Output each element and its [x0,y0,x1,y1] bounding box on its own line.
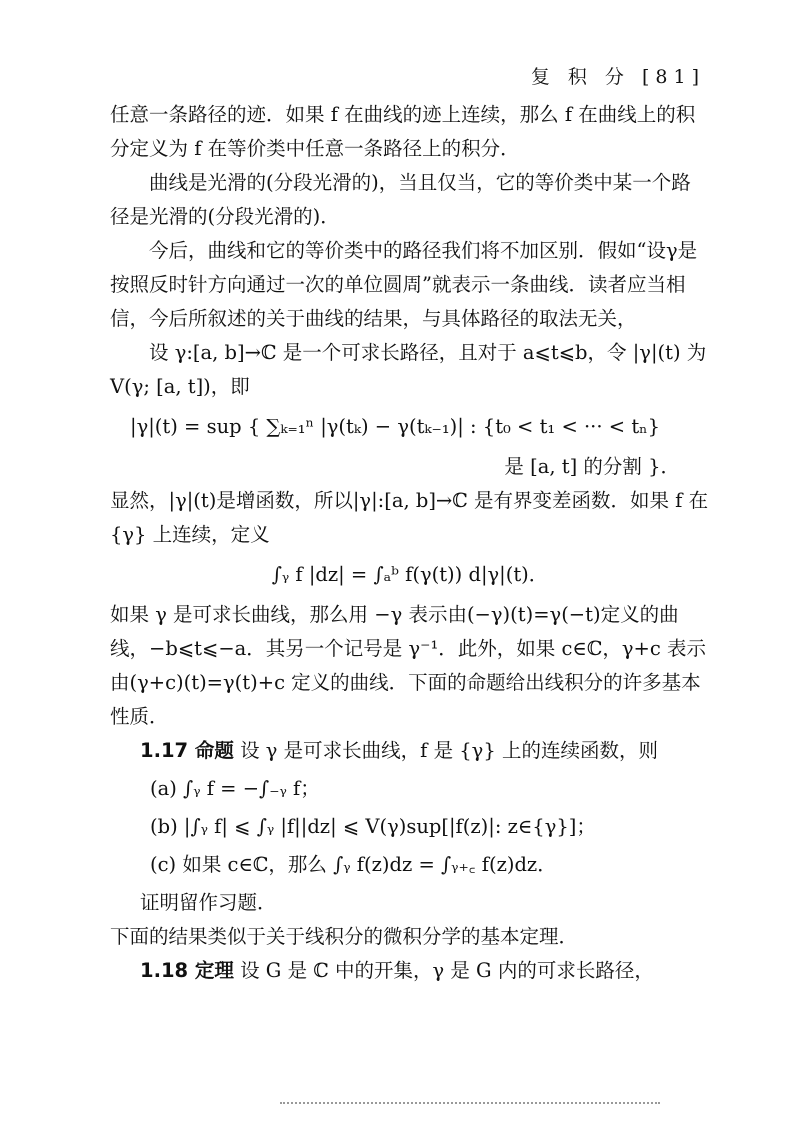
formula-line-integral: ∫ᵧ f |dz| = ∫ₐᵇ f(γ(t)) d|γ|(t)． [271,563,549,586]
proposition-item-c: (c) 如果 c∈ℂ，那么 ∫ᵧ f(z)dz = ∫ᵧ₊꜀ f(z)dz． [150,853,557,876]
theorem-label: 1.18 定理 [140,959,234,982]
paragraph-6: 如果 γ 是可求长曲线，那么用 −γ 表示由(−γ)(t)=γ(−t)定义的曲线，−b⩽t⩽−a．其另一个记号是 γ⁻¹．此外，如果 c∈ℂ，γ+c 表示由(γ+c)(t)=γ(t)+c 定义的曲线．下面的命题给出线积分的许多基本性质． [110,603,706,728]
page-number: [81] [641,66,705,88]
paragraph-1: 任意一条路径的迹．如果 f 在曲线的迹上连续，那么 f 在曲线上的积分定义为 f 在等价类中任意一条路径上的积分． [110,103,696,160]
paragraph-7: 下面的结果类似于关于线积分的微积分学的基本定理． [110,925,579,948]
paragraph-3: 今后，曲线和它的等价类中的路径我们将不加区别．假如“设γ是按照反时针方向通过一次的单位圆周”就表示一条曲线．读者应当相信，今后所叙述的关于曲线的结果，与具体路径的取法无关， [110,239,698,330]
paragraph-2: 曲线是光滑的(分段光滑的)，当且仅当，它的等价类中某一个路径是光滑的(分段光滑的)． [110,171,691,228]
proposition-text: 设 γ 是可求长曲线，f 是 {γ} 上的连续函数，则 [240,739,658,762]
running-header [531,62,705,89]
scan-artifact-dots [280,1100,660,1104]
proposition-1-17 [110,734,710,768]
proposition-item-a: (a) ∫ᵧ f = −∫₋ᵧ f； [150,777,320,800]
page-body [110,98,710,988]
running-title: 复 积 分 [530,66,630,88]
proposition-label: 1.17 命题 [140,739,234,762]
proof-note: 证明留作习题． [140,891,277,914]
theorem-1-18 [110,954,710,988]
theorem-text: 设 G 是 ℂ 中的开集，γ 是 G 内的可求长路径， [240,959,654,982]
formula-variation-tail: 是 [a, t] 的分割 }． [504,455,680,478]
formula-variation: |γ|(t) = sup { ∑ₖ₌₁ⁿ |γ(tₖ) − γ(tₖ₋₁)| : {t₀ < t₁ < ··· < tₙ} [130,415,660,438]
proposition-item-b: (b) |∫ᵧ f| ⩽ ∫ᵧ |f||dz| ⩽ V(γ)sup[|f(z)|: z∈{γ}]； [150,815,596,838]
paragraph-4: 设 γ:[a, b]→ℂ 是一个可求长路径，且对于 a⩽t⩽b，令 |γ|(t) 为 V(γ; [a, t])，即 [110,341,707,398]
paragraph-5: 显然，|γ|(t)是增函数，所以|γ|:[a, b]→ℂ 是有界变差函数．如果 f 在 {γ} 上连续，定义 [110,489,709,546]
